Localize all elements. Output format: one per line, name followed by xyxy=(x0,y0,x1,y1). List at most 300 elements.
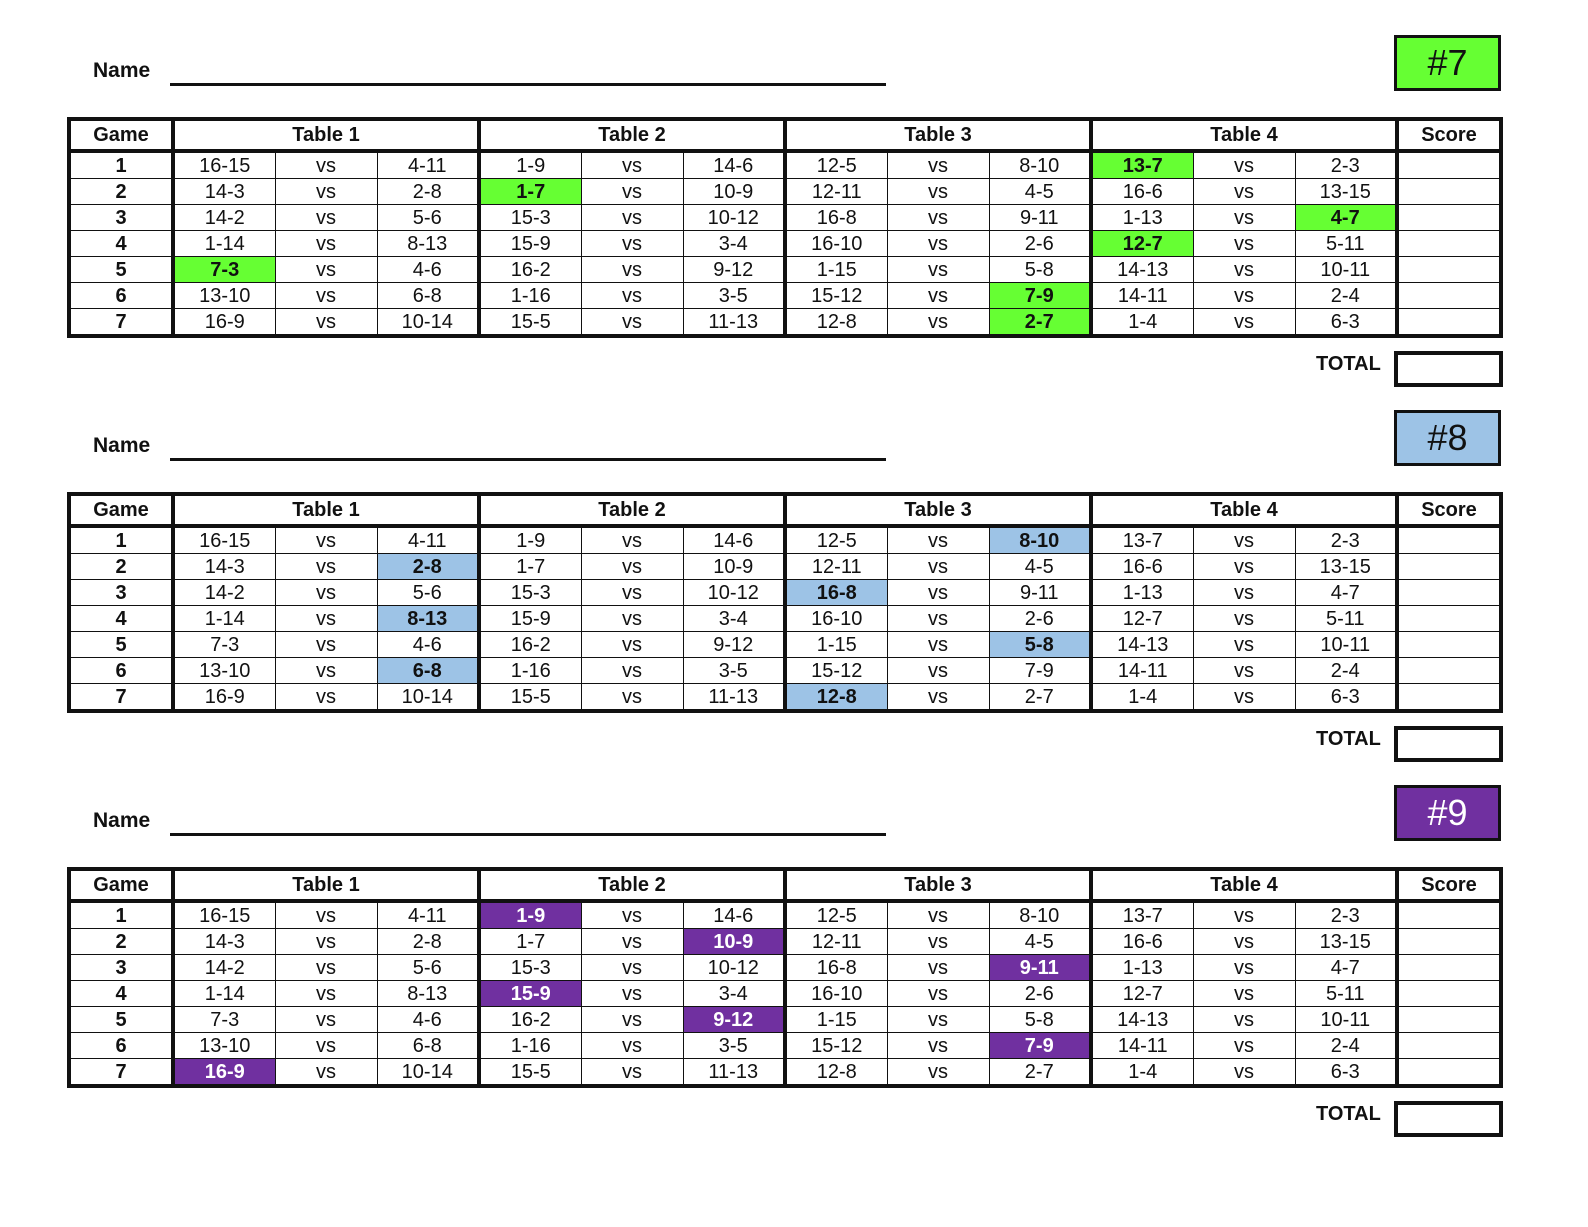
vs-label: vs xyxy=(887,151,989,179)
team-pair-cell: 10-14 xyxy=(377,1059,479,1087)
header-game: Game xyxy=(69,494,173,526)
score-cell[interactable] xyxy=(1397,231,1501,257)
sheet-number-badge: #7 xyxy=(1394,35,1501,91)
game-number: 7 xyxy=(69,1059,173,1087)
team-pair-cell: 4-5 xyxy=(989,929,1091,955)
vs-label: vs xyxy=(275,151,377,179)
vs-label: vs xyxy=(887,1033,989,1059)
header-table-2: Table 2 xyxy=(479,494,785,526)
team-pair-cell: 5-11 xyxy=(1295,606,1397,632)
team-pair-cell: 9-11 xyxy=(989,205,1091,231)
team-pair-cell: 3-4 xyxy=(683,606,785,632)
team-pair-cell: 16-15 xyxy=(173,901,275,929)
total-label: TOTAL xyxy=(1316,728,1381,750)
team-pair-cell: 14-2 xyxy=(173,205,275,231)
team-pair-cell: 12-7 xyxy=(1091,606,1193,632)
score-sheet-7 xyxy=(0,35,1588,415)
vs-label: vs xyxy=(275,283,377,309)
team-pair-cell: 14-11 xyxy=(1091,1033,1193,1059)
team-pair-cell: 1-4 xyxy=(1091,684,1193,712)
team-pair-cell: 8-10 xyxy=(989,901,1091,929)
team-pair-cell: 10-12 xyxy=(683,580,785,606)
team-pair-cell: 14-6 xyxy=(683,151,785,179)
team-pair-cell: 10-12 xyxy=(683,955,785,981)
team-pair-cell: 5-11 xyxy=(1295,981,1397,1007)
highlighted-team-pair-cell: 9-11 xyxy=(989,955,1091,981)
table-row xyxy=(69,205,1501,231)
total-label: TOTAL xyxy=(1316,1103,1381,1125)
highlighted-team-pair-cell: 16-9 xyxy=(173,1059,275,1087)
team-pair-cell: 1-13 xyxy=(1091,205,1193,231)
score-cell[interactable] xyxy=(1397,309,1501,337)
vs-label: vs xyxy=(887,658,989,684)
team-pair-cell: 4-6 xyxy=(377,257,479,283)
vs-label: vs xyxy=(275,901,377,929)
vs-label: vs xyxy=(1193,526,1295,554)
team-pair-cell: 4-11 xyxy=(377,526,479,554)
team-pair-cell: 4-5 xyxy=(989,179,1091,205)
team-pair-cell: 6-3 xyxy=(1295,1059,1397,1087)
team-pair-cell: 2-3 xyxy=(1295,526,1397,554)
team-pair-cell: 4-7 xyxy=(1295,580,1397,606)
vs-label: vs xyxy=(1193,1007,1295,1033)
vs-label: vs xyxy=(1193,901,1295,929)
team-pair-cell: 2-8 xyxy=(377,929,479,955)
vs-label: vs xyxy=(275,179,377,205)
team-pair-cell: 14-3 xyxy=(173,929,275,955)
vs-label: vs xyxy=(581,283,683,309)
header-table-3: Table 3 xyxy=(785,494,1091,526)
highlighted-team-pair-cell: 13-7 xyxy=(1091,151,1193,179)
team-pair-cell: 14-13 xyxy=(1091,632,1193,658)
vs-label: vs xyxy=(887,526,989,554)
game-number: 1 xyxy=(69,526,173,554)
score-cell[interactable] xyxy=(1397,981,1501,1007)
vs-label: vs xyxy=(887,309,989,337)
team-pair-cell: 14-11 xyxy=(1091,283,1193,309)
vs-label: vs xyxy=(1193,658,1295,684)
vs-label: vs xyxy=(887,580,989,606)
team-pair-cell: 16-2 xyxy=(479,1007,581,1033)
vs-label: vs xyxy=(275,554,377,580)
game-number: 2 xyxy=(69,179,173,205)
header-score: Score xyxy=(1397,119,1501,151)
highlighted-team-pair-cell: 7-3 xyxy=(173,257,275,283)
team-pair-cell: 16-15 xyxy=(173,526,275,554)
team-pair-cell: 3-4 xyxy=(683,231,785,257)
highlighted-team-pair-cell: 1-9 xyxy=(479,901,581,929)
highlighted-team-pair-cell: 7-9 xyxy=(989,1033,1091,1059)
team-pair-cell: 2-6 xyxy=(989,606,1091,632)
game-number: 7 xyxy=(69,309,173,337)
team-pair-cell: 6-8 xyxy=(377,1033,479,1059)
team-pair-cell: 1-16 xyxy=(479,1033,581,1059)
vs-label: vs xyxy=(275,606,377,632)
team-pair-cell: 3-4 xyxy=(683,981,785,1007)
vs-label: vs xyxy=(1193,632,1295,658)
game-number: 5 xyxy=(69,1007,173,1033)
team-pair-cell: 12-11 xyxy=(785,929,887,955)
table-row xyxy=(69,606,1501,632)
score-cell[interactable] xyxy=(1397,606,1501,632)
table-row xyxy=(69,257,1501,283)
name-label: Name xyxy=(93,59,151,82)
vs-label: vs xyxy=(581,554,683,580)
vs-label: vs xyxy=(275,658,377,684)
vs-label: vs xyxy=(1193,179,1295,205)
team-pair-cell: 16-6 xyxy=(1091,929,1193,955)
vs-label: vs xyxy=(275,309,377,337)
team-pair-cell: 4-11 xyxy=(377,901,479,929)
vs-label: vs xyxy=(1193,257,1295,283)
score-cell[interactable] xyxy=(1397,1059,1501,1087)
sheet-number-badge: #9 xyxy=(1394,785,1501,841)
team-pair-cell: 16-9 xyxy=(173,684,275,712)
team-pair-cell: 1-9 xyxy=(479,526,581,554)
team-pair-cell: 15-12 xyxy=(785,658,887,684)
team-pair-cell: 14-6 xyxy=(683,526,785,554)
game-number: 2 xyxy=(69,929,173,955)
header-table-1: Table 1 xyxy=(173,119,479,151)
header-table-3: Table 3 xyxy=(785,119,1091,151)
vs-label: vs xyxy=(1193,283,1295,309)
team-pair-cell: 5-6 xyxy=(377,580,479,606)
team-pair-cell: 13-7 xyxy=(1091,901,1193,929)
header-score: Score xyxy=(1397,869,1501,901)
team-pair-cell: 15-3 xyxy=(479,580,581,606)
highlighted-team-pair-cell: 2-8 xyxy=(377,554,479,580)
team-pair-cell: 15-5 xyxy=(479,684,581,712)
team-pair-cell: 12-11 xyxy=(785,554,887,580)
team-pair-cell: 16-6 xyxy=(1091,179,1193,205)
vs-label: vs xyxy=(887,231,989,257)
team-pair-cell: 16-8 xyxy=(785,205,887,231)
team-pair-cell: 3-5 xyxy=(683,283,785,309)
team-pair-cell: 16-10 xyxy=(785,606,887,632)
vs-label: vs xyxy=(581,929,683,955)
vs-label: vs xyxy=(1193,309,1295,337)
score-cell[interactable] xyxy=(1397,257,1501,283)
vs-label: vs xyxy=(581,309,683,337)
team-pair-cell: 7-9 xyxy=(989,658,1091,684)
team-pair-cell: 14-2 xyxy=(173,580,275,606)
team-pair-cell: 15-9 xyxy=(479,231,581,257)
team-pair-cell: 15-3 xyxy=(479,955,581,981)
score-cell[interactable] xyxy=(1397,554,1501,580)
header-game: Game xyxy=(69,119,173,151)
score-cell[interactable] xyxy=(1397,901,1501,929)
game-number: 1 xyxy=(69,901,173,929)
score-sheet-8 xyxy=(0,410,1588,790)
team-pair-cell: 1-15 xyxy=(785,257,887,283)
team-pair-cell: 16-10 xyxy=(785,981,887,1007)
vs-label: vs xyxy=(275,929,377,955)
highlighted-team-pair-cell: 7-9 xyxy=(989,283,1091,309)
team-pair-cell: 8-13 xyxy=(377,981,479,1007)
team-pair-cell: 2-4 xyxy=(1295,1033,1397,1059)
team-pair-cell: 2-7 xyxy=(989,684,1091,712)
vs-label: vs xyxy=(581,580,683,606)
highlighted-team-pair-cell: 2-7 xyxy=(989,309,1091,337)
table-row xyxy=(69,901,1501,929)
game-number: 6 xyxy=(69,283,173,309)
vs-label: vs xyxy=(1193,981,1295,1007)
vs-label: vs xyxy=(1193,929,1295,955)
team-pair-cell: 11-13 xyxy=(683,309,785,337)
team-pair-cell: 11-13 xyxy=(683,684,785,712)
table-row xyxy=(69,981,1501,1007)
team-pair-cell: 1-7 xyxy=(479,554,581,580)
vs-label: vs xyxy=(581,901,683,929)
team-pair-cell: 9-12 xyxy=(683,257,785,283)
game-number: 5 xyxy=(69,257,173,283)
highlighted-team-pair-cell: 10-9 xyxy=(683,929,785,955)
table-row xyxy=(69,632,1501,658)
team-pair-cell: 7-3 xyxy=(173,632,275,658)
vs-label: vs xyxy=(581,257,683,283)
highlighted-team-pair-cell: 5-8 xyxy=(989,632,1091,658)
team-pair-cell: 3-5 xyxy=(683,658,785,684)
team-pair-cell: 16-2 xyxy=(479,632,581,658)
vs-label: vs xyxy=(275,1033,377,1059)
table-row xyxy=(69,580,1501,606)
vs-label: vs xyxy=(1193,580,1295,606)
team-pair-cell: 14-13 xyxy=(1091,1007,1193,1033)
total-score-box[interactable] xyxy=(1394,1101,1503,1137)
game-number: 2 xyxy=(69,554,173,580)
vs-label: vs xyxy=(887,632,989,658)
header-table-2: Table 2 xyxy=(479,869,785,901)
vs-label: vs xyxy=(275,1059,377,1087)
team-pair-cell: 1-4 xyxy=(1091,1059,1193,1087)
team-pair-cell: 14-3 xyxy=(173,179,275,205)
team-pair-cell: 15-12 xyxy=(785,283,887,309)
team-pair-cell: 10-14 xyxy=(377,309,479,337)
highlighted-team-pair-cell: 6-8 xyxy=(377,658,479,684)
name-input-line[interactable] xyxy=(170,833,886,836)
vs-label: vs xyxy=(1193,606,1295,632)
header-table-4: Table 4 xyxy=(1091,119,1397,151)
vs-label: vs xyxy=(1193,955,1295,981)
vs-label: vs xyxy=(887,955,989,981)
team-pair-cell: 12-5 xyxy=(785,901,887,929)
team-pair-cell: 5-8 xyxy=(989,257,1091,283)
team-pair-cell: 2-6 xyxy=(989,981,1091,1007)
table-row xyxy=(69,955,1501,981)
table-row xyxy=(69,231,1501,257)
team-pair-cell: 1-13 xyxy=(1091,955,1193,981)
vs-label: vs xyxy=(581,179,683,205)
name-label: Name xyxy=(93,434,151,457)
score-cell[interactable] xyxy=(1397,684,1501,712)
highlighted-team-pair-cell: 8-10 xyxy=(989,526,1091,554)
team-pair-cell: 12-11 xyxy=(785,179,887,205)
team-pair-cell: 6-3 xyxy=(1295,684,1397,712)
team-pair-cell: 1-15 xyxy=(785,1007,887,1033)
team-pair-cell: 1-7 xyxy=(479,929,581,955)
team-pair-cell: 13-15 xyxy=(1295,179,1397,205)
vs-label: vs xyxy=(887,901,989,929)
vs-label: vs xyxy=(1193,231,1295,257)
vs-label: vs xyxy=(887,981,989,1007)
vs-label: vs xyxy=(1193,1059,1295,1087)
team-pair-cell: 10-11 xyxy=(1295,257,1397,283)
score-cell[interactable] xyxy=(1397,929,1501,955)
team-pair-cell: 8-10 xyxy=(989,151,1091,179)
score-cell[interactable] xyxy=(1397,658,1501,684)
team-pair-cell: 16-10 xyxy=(785,231,887,257)
vs-label: vs xyxy=(581,606,683,632)
vs-label: vs xyxy=(887,606,989,632)
score-cell[interactable] xyxy=(1397,1007,1501,1033)
table-row xyxy=(69,151,1501,179)
team-pair-cell: 1-15 xyxy=(785,632,887,658)
game-number: 6 xyxy=(69,658,173,684)
team-pair-cell: 12-5 xyxy=(785,151,887,179)
score-cell[interactable] xyxy=(1397,283,1501,309)
score-cell[interactable] xyxy=(1397,179,1501,205)
score-cell[interactable] xyxy=(1397,580,1501,606)
vs-label: vs xyxy=(887,684,989,712)
team-pair-cell: 14-2 xyxy=(173,955,275,981)
team-pair-cell: 12-5 xyxy=(785,526,887,554)
team-pair-cell: 10-11 xyxy=(1295,1007,1397,1033)
score-cell[interactable] xyxy=(1397,632,1501,658)
team-pair-cell: 10-11 xyxy=(1295,632,1397,658)
game-number: 3 xyxy=(69,955,173,981)
team-pair-cell: 10-12 xyxy=(683,205,785,231)
highlighted-team-pair-cell: 1-7 xyxy=(479,179,581,205)
team-pair-cell: 1-14 xyxy=(173,231,275,257)
name-label: Name xyxy=(93,809,151,832)
score-cell[interactable] xyxy=(1397,151,1501,179)
team-pair-cell: 13-10 xyxy=(173,1033,275,1059)
game-number: 5 xyxy=(69,632,173,658)
team-pair-cell: 2-4 xyxy=(1295,658,1397,684)
game-number: 4 xyxy=(69,981,173,1007)
score-cell[interactable] xyxy=(1397,955,1501,981)
team-pair-cell: 15-3 xyxy=(479,205,581,231)
team-pair-cell: 14-6 xyxy=(683,901,785,929)
team-pair-cell: 14-13 xyxy=(1091,257,1193,283)
team-pair-cell: 2-4 xyxy=(1295,283,1397,309)
team-pair-cell: 15-9 xyxy=(479,606,581,632)
vs-label: vs xyxy=(275,632,377,658)
vs-label: vs xyxy=(275,257,377,283)
team-pair-cell: 5-11 xyxy=(1295,231,1397,257)
vs-label: vs xyxy=(581,151,683,179)
team-pair-cell: 16-6 xyxy=(1091,554,1193,580)
total-score-box[interactable] xyxy=(1394,351,1503,387)
name-input-line[interactable] xyxy=(170,83,886,86)
vs-label: vs xyxy=(275,981,377,1007)
header-score: Score xyxy=(1397,494,1501,526)
table-row xyxy=(69,554,1501,580)
team-pair-cell: 14-3 xyxy=(173,554,275,580)
team-pair-cell: 6-3 xyxy=(1295,309,1397,337)
team-pair-cell: 12-8 xyxy=(785,309,887,337)
team-pair-cell: 4-11 xyxy=(377,151,479,179)
table-row xyxy=(69,684,1501,712)
team-pair-cell: 6-8 xyxy=(377,283,479,309)
vs-label: vs xyxy=(887,257,989,283)
vs-label: vs xyxy=(1193,684,1295,712)
name-input-line[interactable] xyxy=(170,458,886,461)
highlighted-team-pair-cell: 16-8 xyxy=(785,580,887,606)
team-pair-cell: 15-12 xyxy=(785,1033,887,1059)
score-cell[interactable] xyxy=(1397,1033,1501,1059)
game-number: 4 xyxy=(69,606,173,632)
vs-label: vs xyxy=(887,1059,989,1087)
vs-label: vs xyxy=(275,205,377,231)
vs-label: vs xyxy=(581,526,683,554)
highlighted-team-pair-cell: 15-9 xyxy=(479,981,581,1007)
vs-label: vs xyxy=(1193,205,1295,231)
header-table-1: Table 1 xyxy=(173,869,479,901)
highlighted-team-pair-cell: 12-8 xyxy=(785,684,887,712)
team-pair-cell: 1-14 xyxy=(173,981,275,1007)
vs-label: vs xyxy=(581,955,683,981)
total-score-box[interactable] xyxy=(1394,726,1503,762)
team-pair-cell: 2-3 xyxy=(1295,151,1397,179)
game-number: 6 xyxy=(69,1033,173,1059)
sheet-number-badge: #8 xyxy=(1394,410,1501,466)
game-number: 3 xyxy=(69,205,173,231)
team-pair-cell: 2-7 xyxy=(989,1059,1091,1087)
vs-label: vs xyxy=(581,632,683,658)
header-table-1: Table 1 xyxy=(173,494,479,526)
vs-label: vs xyxy=(581,1059,683,1087)
team-pair-cell: 12-7 xyxy=(1091,981,1193,1007)
team-pair-cell: 1-16 xyxy=(479,658,581,684)
team-pair-cell: 13-10 xyxy=(173,658,275,684)
team-pair-cell: 10-14 xyxy=(377,684,479,712)
header-table-4: Table 4 xyxy=(1091,869,1397,901)
team-pair-cell: 16-2 xyxy=(479,257,581,283)
team-pair-cell: 9-11 xyxy=(989,580,1091,606)
team-pair-cell: 4-5 xyxy=(989,554,1091,580)
vs-label: vs xyxy=(275,684,377,712)
game-number: 4 xyxy=(69,231,173,257)
team-pair-cell: 16-8 xyxy=(785,955,887,981)
table-row xyxy=(69,283,1501,309)
team-pair-cell: 13-15 xyxy=(1295,554,1397,580)
vs-label: vs xyxy=(275,580,377,606)
team-pair-cell: 8-13 xyxy=(377,231,479,257)
vs-label: vs xyxy=(581,658,683,684)
highlighted-team-pair-cell: 12-7 xyxy=(1091,231,1193,257)
team-pair-cell: 1-9 xyxy=(479,151,581,179)
table-row xyxy=(69,1033,1501,1059)
highlighted-team-pair-cell: 9-12 xyxy=(683,1007,785,1033)
score-cell[interactable] xyxy=(1397,205,1501,231)
vs-label: vs xyxy=(581,684,683,712)
team-pair-cell: 2-3 xyxy=(1295,901,1397,929)
vs-label: vs xyxy=(581,981,683,1007)
header-table-4: Table 4 xyxy=(1091,494,1397,526)
vs-label: vs xyxy=(1193,1033,1295,1059)
team-pair-cell: 15-5 xyxy=(479,1059,581,1087)
game-number: 1 xyxy=(69,151,173,179)
vs-label: vs xyxy=(581,205,683,231)
vs-label: vs xyxy=(581,1033,683,1059)
game-number: 7 xyxy=(69,684,173,712)
team-pair-cell: 1-13 xyxy=(1091,580,1193,606)
vs-label: vs xyxy=(887,554,989,580)
vs-label: vs xyxy=(1193,151,1295,179)
score-cell[interactable] xyxy=(1397,526,1501,554)
table-row xyxy=(69,1007,1501,1033)
